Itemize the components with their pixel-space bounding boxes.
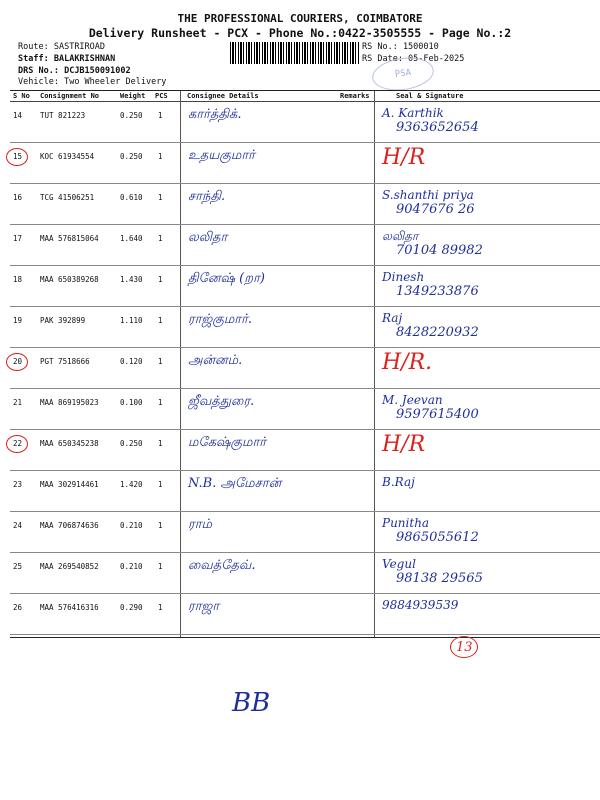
cell-consignment: PGT 7518666 <box>40 357 90 366</box>
cell-consignment: MAA 302914461 <box>40 480 99 489</box>
cell-consignee-handwriting: கார்த்திக். <box>188 107 242 122</box>
runsheet-subtitle: Delivery Runsheet - PCX - Phone No.:0422-3505555 - Page No.:2 <box>88 26 512 40</box>
route-line: Route: SASTRIROAD <box>18 42 106 52</box>
col-remarks: Remarks <box>340 92 370 100</box>
cell-consignment: MAA 650345238 <box>40 439 99 448</box>
cell-consignment: MAA 650389268 <box>40 275 99 284</box>
cell-signature-phone: 9865055612 <box>396 530 479 545</box>
cell-consignee-handwriting: ஜீவத்துரை. <box>188 394 255 409</box>
cell-consignee-handwriting: ராஜ்குமார். <box>188 312 253 327</box>
cell-pcs: 1 <box>158 439 163 448</box>
cell-pcs: 1 <box>158 562 163 571</box>
cell-sno: 26 <box>13 603 23 612</box>
cell-signature-handwriting: H/R. <box>382 350 433 375</box>
cell-signature-phone: 1349233876 <box>396 284 479 299</box>
signature-mark: BB <box>232 688 271 718</box>
cell-pcs: 1 <box>158 193 163 202</box>
cell-signature-handwriting: H/R <box>382 432 426 457</box>
col-consignee: Consignee Details <box>187 92 259 100</box>
cell-consignment: MAA 576416316 <box>40 603 99 612</box>
cell-signature-handwriting: H/R <box>382 145 426 170</box>
table-row <box>10 104 600 141</box>
cell-pcs: 1 <box>158 234 163 243</box>
cell-consignment: MAA 706874636 <box>40 521 99 530</box>
runsheet-title: THE PROFESSIONAL COURIERS, COIMBATORE <box>177 12 423 25</box>
runsheet-table <box>10 90 600 638</box>
cell-sno: 17 <box>13 234 23 243</box>
table-row <box>10 350 600 387</box>
cell-consignee-handwriting: சாந்தி. <box>188 189 226 204</box>
cell-pcs: 1 <box>158 480 163 489</box>
table-row <box>10 309 600 346</box>
cell-sno: 22 <box>13 439 23 448</box>
table-row <box>10 555 600 592</box>
cell-signature-handwriting: B.Raj <box>382 475 415 489</box>
cell-pcs: 1 <box>158 398 163 407</box>
cell-signature-handwriting: Vegul <box>382 557 416 571</box>
cell-weight: 0.100 <box>120 398 143 407</box>
cell-consignee-handwriting: லலிதா <box>188 230 228 245</box>
col-consignment: Consignment No <box>40 92 100 100</box>
cell-consignment: MAA 269540852 <box>40 562 99 571</box>
cell-weight: 0.250 <box>120 111 143 120</box>
office-stamp: PSA <box>370 54 436 94</box>
cell-weight: 0.290 <box>120 603 143 612</box>
cell-weight: 0.610 <box>120 193 143 202</box>
table-row <box>10 227 600 264</box>
table-row <box>10 473 600 510</box>
row-circle-mark <box>6 353 28 371</box>
cell-pcs: 1 <box>158 275 163 284</box>
cell-sno: 14 <box>13 111 23 120</box>
cell-weight: 0.210 <box>120 562 143 571</box>
cell-pcs: 1 <box>158 521 163 530</box>
cell-signature-phone: 8428220932 <box>396 325 479 340</box>
rs-date: RS Date: 05-Feb-2025 <box>362 54 465 64</box>
cell-signature-phone: 70104 89982 <box>396 243 483 258</box>
cell-signature-phone: 9363652654 <box>396 120 479 135</box>
cell-consignment: MAA 869195023 <box>40 398 99 407</box>
cell-consignee-handwriting: N.B. அமேசான் <box>188 476 282 491</box>
cell-sno: 15 <box>13 152 23 161</box>
cell-weight: 1.430 <box>120 275 143 284</box>
cell-consignee-handwriting: தினேஷ் (றா) <box>188 271 265 286</box>
cell-sno: 18 <box>13 275 23 284</box>
cell-pcs: 1 <box>158 603 163 612</box>
table-row <box>10 391 600 428</box>
cell-weight: 0.210 <box>120 521 143 530</box>
cell-signature-handwriting: A. Karthik <box>382 106 444 120</box>
table-row <box>10 432 600 469</box>
cell-sno: 20 <box>13 357 23 366</box>
cell-consignee-handwriting: ராம் <box>188 517 212 532</box>
table-row <box>10 186 600 223</box>
table-row <box>10 145 600 182</box>
cell-signature-handwriting: M. Jeevan <box>382 393 443 407</box>
cell-consignee-handwriting: உதயகுமார் <box>188 148 255 163</box>
page-count-mark: 13 <box>456 640 473 655</box>
cell-consignee-handwriting: ராஜா <box>188 599 220 614</box>
table-row <box>10 514 600 551</box>
cell-signature-handwriting: Punitha <box>382 516 430 530</box>
cell-consignment: MAA 576815064 <box>40 234 99 243</box>
cell-weight: 1.640 <box>120 234 143 243</box>
row-circle-mark <box>6 148 28 166</box>
cell-signature-phone: 9597615400 <box>396 407 479 422</box>
cell-signature-handwriting: லலிதா <box>382 229 419 243</box>
cell-consignee-handwriting: வைத்தேவ். <box>188 558 256 573</box>
cell-consignment: TUT 821223 <box>40 111 86 120</box>
cell-signature-handwriting: Dinesh <box>382 270 425 284</box>
cell-weight: 1.110 <box>120 316 143 325</box>
cell-consignment: TCG 41506251 <box>40 193 95 202</box>
cell-weight: 0.120 <box>120 357 143 366</box>
cell-consignment: KOC 61934554 <box>40 152 95 161</box>
row-circle-mark <box>6 435 28 453</box>
rs-number: RS No.: 1500010 <box>362 42 439 52</box>
drs-line: DRS No.: DCJB150091002 <box>18 66 131 76</box>
cell-sno: 24 <box>13 521 23 530</box>
cell-pcs: 1 <box>158 111 163 120</box>
table-row <box>10 268 600 305</box>
vehicle-line: Vehicle: Two Wheeler Delivery <box>18 77 167 87</box>
table-row <box>10 596 600 633</box>
cell-consignment: PAK 392899 <box>40 316 86 325</box>
cell-consignee-handwriting: மகேஷ்குமார் <box>188 435 267 450</box>
col-weight: Weight <box>120 92 146 100</box>
cell-weight: 1.420 <box>120 480 143 489</box>
cell-pcs: 1 <box>158 357 163 366</box>
barcode <box>230 42 360 64</box>
col-sno: S No <box>13 92 30 100</box>
staff-line: Staff: BALAKRISHNAN <box>18 54 116 64</box>
col-seal-signature: Seal & Signature <box>396 92 464 100</box>
cell-signature-handwriting: 9884939539 <box>382 598 459 612</box>
cell-sno: 25 <box>13 562 23 571</box>
cell-signature-phone: 98138 29565 <box>396 571 483 586</box>
cell-sno: 16 <box>13 193 23 202</box>
cell-sno: 19 <box>13 316 23 325</box>
cell-signature-handwriting: Raj <box>382 311 403 325</box>
cell-pcs: 1 <box>158 316 163 325</box>
cell-weight: 0.250 <box>120 152 143 161</box>
cell-signature-handwriting: S.shanthi priya <box>382 188 474 202</box>
cell-weight: 0.250 <box>120 439 143 448</box>
col-pcs: PCS <box>155 92 168 100</box>
cell-signature-phone: 9047676 26 <box>396 202 475 217</box>
cell-sno: 23 <box>13 480 23 489</box>
cell-sno: 21 <box>13 398 23 407</box>
cell-consignee-handwriting: அன்னம். <box>188 353 243 368</box>
cell-pcs: 1 <box>158 152 163 161</box>
